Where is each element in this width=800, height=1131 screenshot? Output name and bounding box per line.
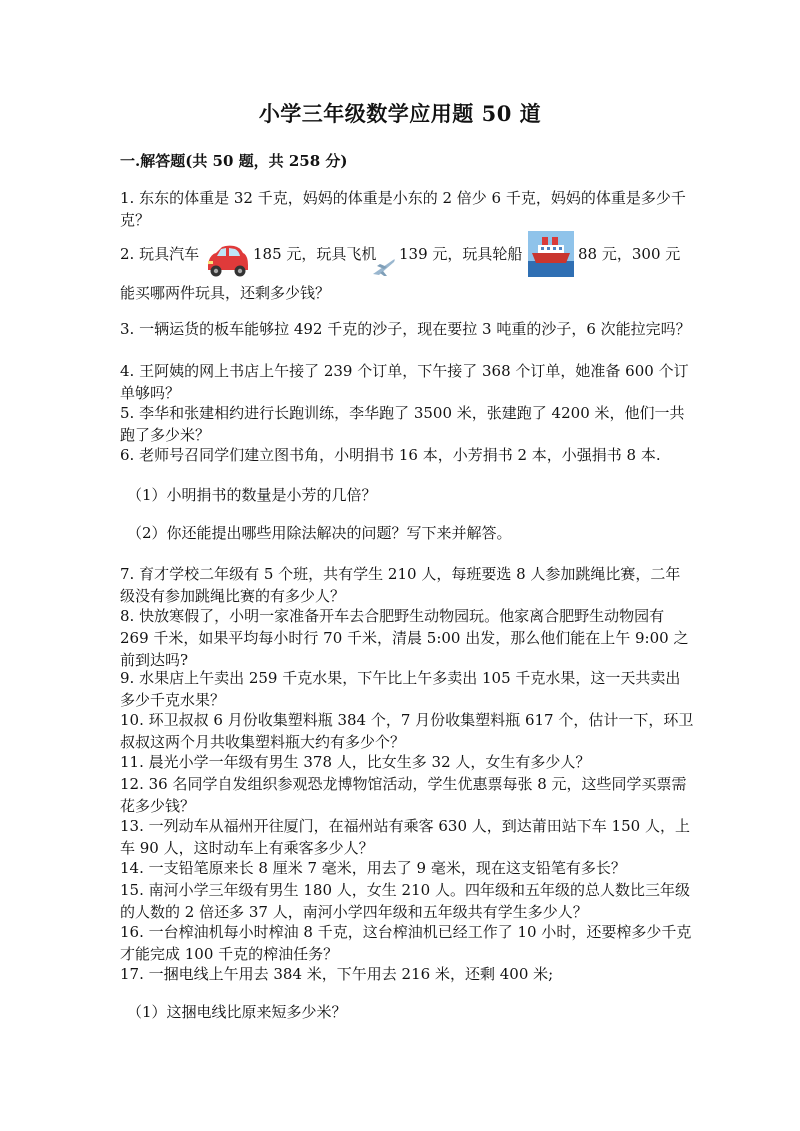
ship-icon [528, 231, 574, 281]
question-5: 5. 李华和张建相约进行长跑训练，李华跑了 3500 米，张建跑了 4200 米，他们一共跑了多少米？ [120, 404, 685, 444]
q2-text-part4: 88 元，300 元 [578, 245, 681, 263]
question-13: 13. 一列动车从福州开往厦门，在福州站有乘客 630 人，到达莆田站下车 150 人，上车 90 人，这时动车上有乘客多少人？ [120, 817, 690, 857]
question-6-sub-2: （2）你还能提出哪些用除法解决的问题？写下来并解答。 [127, 524, 512, 542]
q2-text-part2: 185 元，玩具飞机 [253, 245, 377, 263]
question-14: 14. 一支铅笔原来长 8 厘米 7 毫米，用去了 9 毫米，现在这支铅笔有多长？ [120, 859, 626, 877]
airplane-icon [371, 256, 397, 282]
page-title: 小学三年级数学应用题 50 道 [258, 101, 542, 126]
question-2-line2: 能买哪两件玩具，还剩多少钱？ [120, 284, 331, 302]
question-17-sub-1: （1）这捆电线比原来短多少米？ [127, 1003, 347, 1021]
question-11: 11. 晨光小学一年级有男生 378 人，比女生多 32 人，女生有多少人？ [120, 753, 591, 771]
question-12: 12. 36 名同学自发组织参观恐龙博物馆活动，学生优惠票每张 8 元，这些同学买票需花多少钱？ [120, 775, 687, 815]
question-17: 17. 一捆电线上午用去 384 米，下午用去 216 米，还剩 400 米; [120, 965, 554, 983]
car-icon [202, 243, 252, 283]
question-15: 15. 南河小学三年级有男生 180 人，女生 210 人。四年级和五年级的总人数比三年级的人数的 2 倍还多 37 人，南河小学四年级和五年级共有学生多少人？ [120, 881, 690, 921]
question-9: 9. 水果店上午卖出 259 千克水果，下午比上午多卖出 105 千克水果，这一天共卖出多少千克水果？ [120, 669, 681, 709]
question-8: 8. 快放寒假了，小明一家准备开车去合肥野生动物园玩。他家离合肥野生动物园有 269 千米，如果平均每小时行 70 千米，清晨 5:00 出发，那么他们能在上午 9:00 之前到达吗? [120, 607, 689, 669]
q2-text-part1: 2. 玩具汽车 [120, 245, 200, 263]
question-2 [120, 243, 720, 283]
question-3: 3. 一辆运货的板车能够拉 492 千克的沙子，现在要拉 3 吨重的沙子，6 次能拉完吗？ [120, 320, 691, 338]
question-6: 6. 老师号召同学们建立图书角，小明捐书 16 本，小芳捐书 2 本，小强捐书 8 本. [120, 446, 661, 464]
question-1: 1. 东东的体重是 32 千克，妈妈的体重是小东的 2 倍少 6 千克，妈妈的体重是多少千克？ [120, 189, 686, 229]
q2-text-part3: 139 元，玩具轮船 [399, 245, 523, 263]
section-heading: 一.解答题(共 50 题，共 258 分) [120, 152, 348, 170]
question-6-sub-1: （1）小明捐书的数量是小芳的几倍？ [127, 486, 377, 504]
question-10: 10. 环卫叔叔 6 月份收集塑料瓶 384 个，7 月份收集塑料瓶 617 个，估计一下，环卫叔叔这两个月共收集塑料瓶大约有多少个？ [120, 711, 694, 751]
question-4: 4. 王阿姨的网上书店上午接了 239 个订单，下午接了 368 个订单，她准备 600 个订单够吗？ [120, 362, 689, 402]
question-7: 7. 育才学校二年级有 5 个班，共有学生 210 人，每班要选 8 人参加跳绳比赛，二年级没有参加跳绳比赛的有多少人？ [120, 565, 681, 605]
question-16: 16. 一台榨油机每小时榨油 8 千克，这台榨油机已经工作了 10 小时，还要榨多少千克才能完成 100 千克的榨油任务？ [120, 923, 692, 963]
